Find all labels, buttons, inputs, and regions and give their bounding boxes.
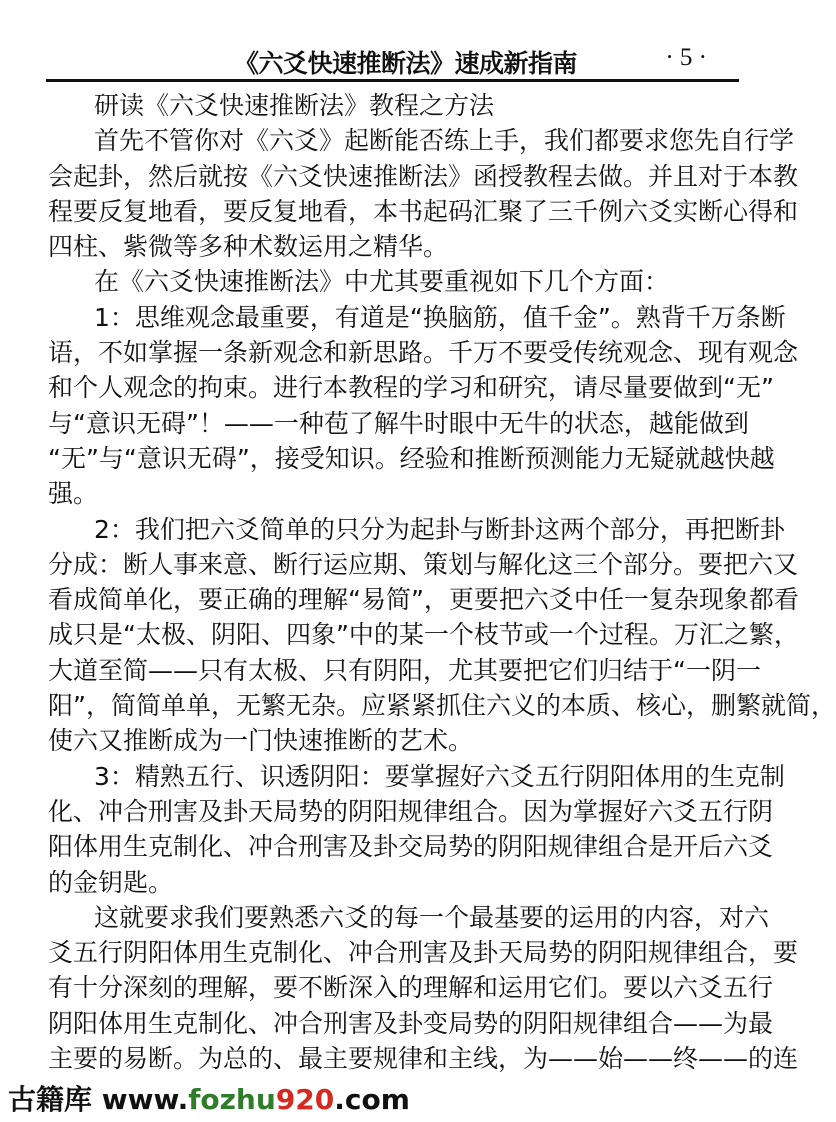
text-line: 程要反复地看，要反复地看，本书起码汇聚了三千例六爻实断心得和 [48, 196, 799, 226]
running-header [46, 44, 739, 78]
text-line: 在《六爻快速推断法》中尤其要重视如下几个方面： [94, 267, 670, 297]
text-line: 大道至简——只有太极、只有阴阳，尤其要把它们归结于“一阴一 [48, 655, 761, 685]
text-line: 阳体用生克制化、冲合刑害及卦交局势的阴阳规律组合是开后六爻 [48, 832, 774, 862]
text-line: 强。 [48, 479, 99, 509]
text-line: “无”与“意识无碍”，接受知识。经验和推断预测能力无疑就越快越 [48, 443, 775, 473]
text-line: 的金钥匙。 [48, 867, 174, 897]
text-line: 3：精熟五行、识透阴阳：要掌握好六爻五行阴阳体用的生克制 [94, 761, 785, 791]
watermark-mid: fozhu [188, 1083, 276, 1116]
text-line: 使六又推断成为一门快速推断的艺术。 [48, 726, 474, 756]
text-line: 与“意识无碍”！——一种苞了解牛时眼中无牛的状态，越能做到 [48, 408, 749, 438]
text-line: 这就要求我们要熟悉六爻的每一个最基要的运用的内容，对六 [94, 902, 770, 932]
text-line: 看成简单化，要正确的理解“易简”，更要把六爻中任一复杂现象都看 [48, 585, 799, 615]
watermark-suffix: .com [334, 1083, 410, 1116]
text-line: 首先不管你对《六爻》起断能否练上手，我们都要求您先自行学 [94, 126, 795, 156]
header-rule [46, 79, 739, 82]
text-line: 四柱、紫微等多种术数运用之精华。 [48, 232, 449, 262]
text-line: 会起卦，然后就按《六爻快速推断法》函授教程去做。并且对于本教 [48, 161, 799, 191]
text-line: 分成：断人事来意、断行运应期、策划与解化这三个部分。要把六又 [48, 549, 799, 579]
body-text [48, 88, 836, 1076]
text-line: 阴阳体用生克制化、冲合刑害及卦变局势的阴阳规律组合——为最 [48, 1008, 774, 1038]
watermark-site-name: 古籍库 [8, 1083, 93, 1116]
text-line: 化、冲合刑害及卦天局势的阴阳规律组合。因为掌握好六爻五行阴 [48, 796, 774, 826]
watermark-num: 920 [275, 1083, 335, 1116]
text-line: 1：思维观念最重要，有道是“换脑筋，值千金”。熟背千万条断 [94, 302, 786, 332]
text-line: 阳”，简简单单，无繁无杂。应紧紧抓住六义的本质、核心，删繁就简， [48, 691, 836, 721]
text-line: 有十分深刻的理解，要不断深入的理解和运用它们。要以六爻五行 [48, 973, 774, 1003]
text-line: 语，不如掌握一条新观念和新思路。千万不要受传统观念、现有观念 [48, 338, 799, 368]
watermark [8, 1078, 410, 1118]
text-line: 成只是“太极、阴阳、四象”中的某一个枝节或一个过程。万汇之繁， [48, 620, 799, 650]
page-number: · 5 · [665, 44, 707, 71]
text-line: 2：我们把六爻简单的只分为起卦与断卦这两个部分，再把断卦 [94, 514, 785, 544]
text-line: 爻五行阴阳体用生克制化、冲合刑害及卦天局势的阴阳规律组合，要 [48, 938, 799, 968]
text-line: 研读《六爻快速推断法》教程之方法 [94, 91, 495, 120]
book-title: 《六爻快速推断法》速成新指南 [234, 49, 578, 78]
text-line: 和个人观念的拘束。进行本教程的学习和研究，请尽量要做到“无” [48, 373, 774, 403]
watermark-prefix: www. [101, 1083, 189, 1116]
text-line: 主要的易断。为总的、最主要规律和主线，为——始——终——的连 [48, 1044, 799, 1074]
